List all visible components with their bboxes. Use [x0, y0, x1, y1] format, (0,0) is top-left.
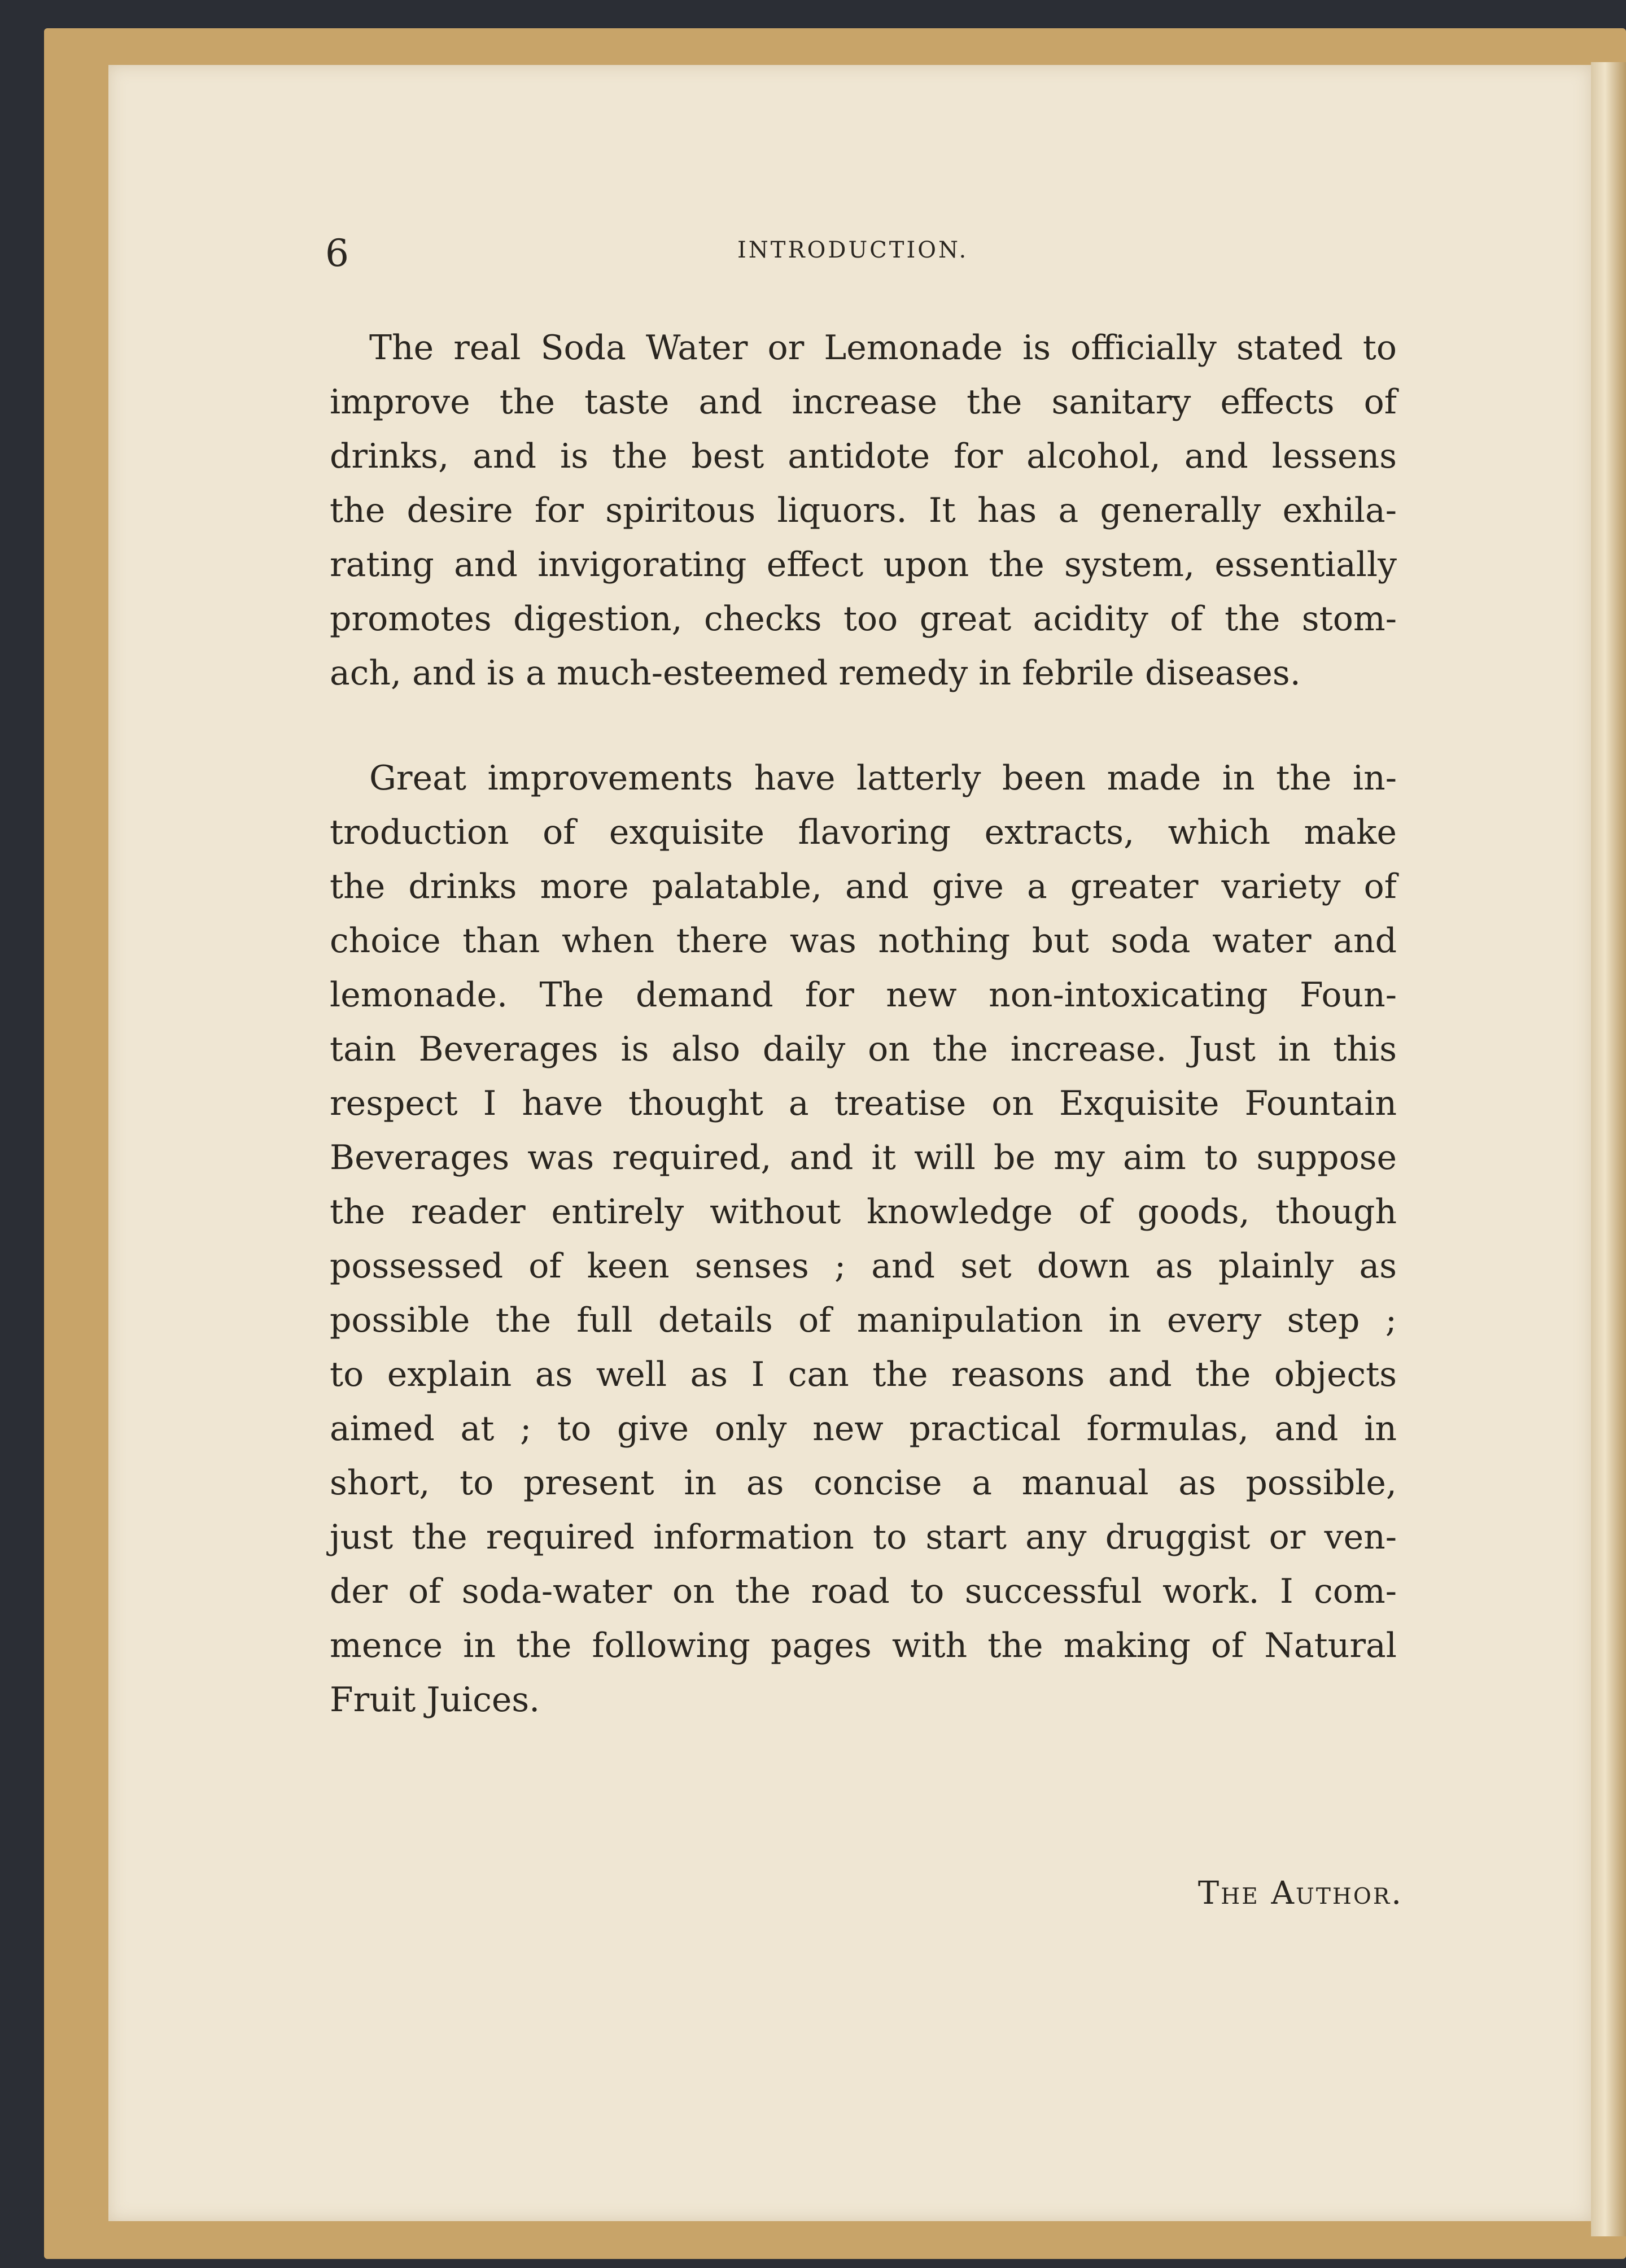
text-line: Fruit Juices. — [330, 1680, 540, 1720]
text-line: rating and invigorating effect upon the system, essentially — [330, 545, 1397, 585]
text-line: to explain as well as I can the reasons and the objects — [330, 1355, 1397, 1394]
text-line: tain Beverages is also daily on the increase. Just in this — [330, 1030, 1397, 1069]
text-line: der of soda-water on the road to successful work. I com- — [330, 1572, 1397, 1611]
text-line: possessed of keen senses ; and set down as plainly as — [330, 1246, 1397, 1286]
text-line: the reader entirely without knowledge of goods, though — [330, 1192, 1397, 1232]
text-line: Beverages was required, and it will be my aim to suppose — [330, 1138, 1397, 1177]
text-line: mence in the following pages with the making of Natural — [330, 1626, 1397, 1665]
text-line: The real Soda Water or Lemonade is officially stated to — [369, 328, 1397, 368]
text-line: the drinks more palatable, and give a greater variety of — [330, 867, 1397, 906]
text-line: choice than when there was nothing but soda water and — [330, 921, 1397, 961]
text-line: just the required information to start any druggist or ven- — [330, 1517, 1397, 1557]
paragraph-2 — [330, 751, 1397, 1727]
text-line: troduction of exquisite flavoring extracts, which make — [330, 813, 1397, 852]
text-line: short, to present in as concise a manual as possible, — [330, 1463, 1397, 1503]
paragraph-1 — [330, 321, 1397, 700]
page-number: 6 — [325, 232, 349, 275]
text-line: lemonade. The demand for new non-intoxicating Foun- — [330, 975, 1397, 1015]
text-line: improve the taste and increase the sanitary effects of — [330, 382, 1397, 422]
signature: The Author. — [1197, 1875, 1403, 1912]
text-line: the desire for spiritous liquors. It has a generally exhila- — [330, 491, 1397, 530]
text-line: Great improvements have latterly been made in the in- — [369, 758, 1397, 798]
text-line: possible the full details of manipulation in every step ; — [330, 1301, 1397, 1340]
book-spine-edge — [1591, 62, 1626, 2236]
text-line: respect I have thought a treatise on Exquisite Fountain — [330, 1084, 1397, 1123]
text-line: ach, and is a much-esteemed remedy in febrile diseases. — [330, 653, 1301, 693]
text-line: promotes digestion, checks too great acidity of the stom- — [330, 599, 1397, 639]
running-title: INTRODUCTION. — [737, 237, 969, 263]
text-line: aimed at ; to give only new practical formulas, and in — [330, 1409, 1397, 1449]
text-line: drinks, and is the best antidote for alcohol, and lessens — [330, 437, 1397, 476]
